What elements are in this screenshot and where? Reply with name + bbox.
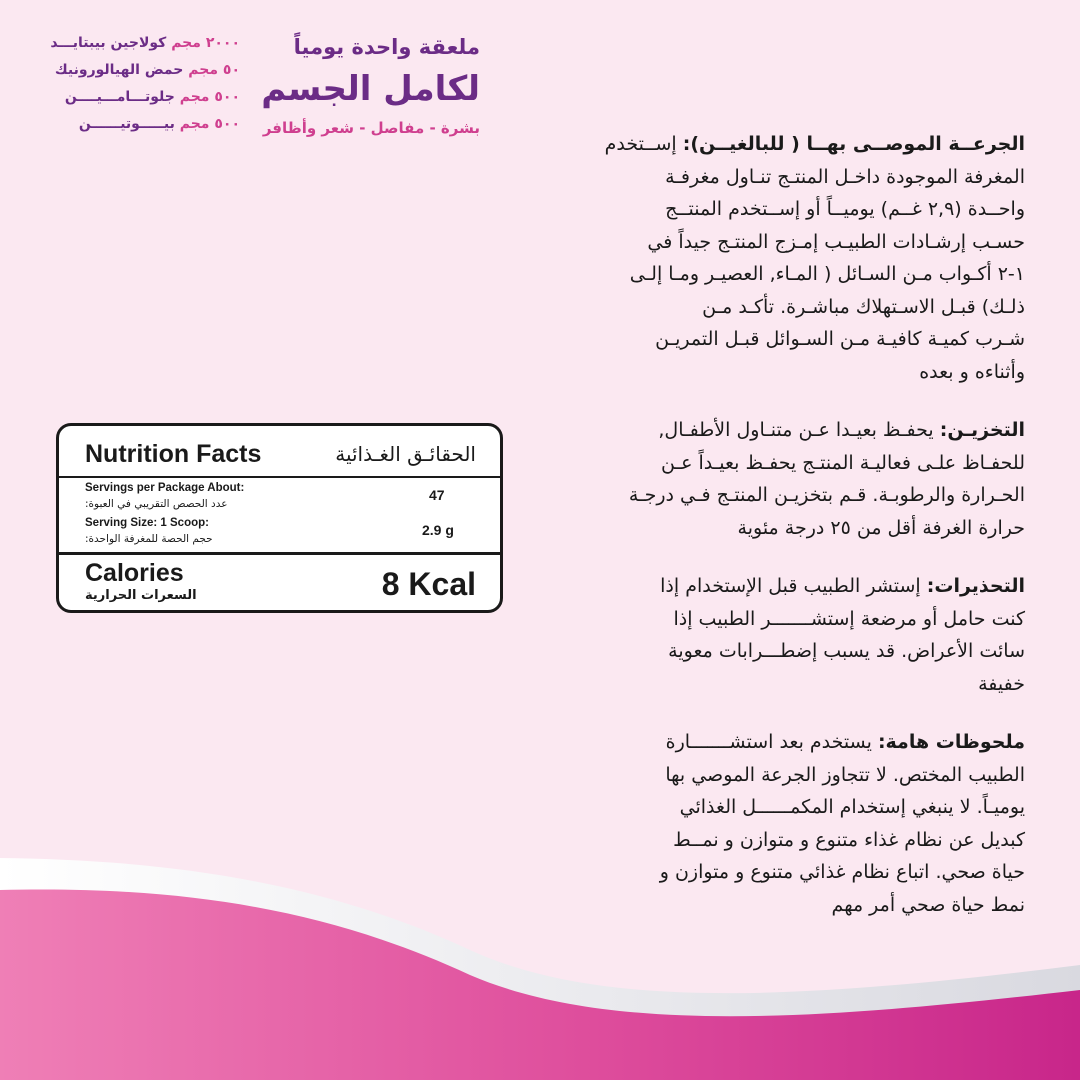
dosage-line: ذلـك) قبـل الاسـتهلاك مباشـرة. تأكـد مـن (702, 295, 1025, 318)
headline-line-1: ملعقة واحدة يومياً (293, 35, 480, 59)
storage-line: الحـرارة والرطوبـة. قـم بتخزيـن المنتـج فـي درجـة (628, 484, 1025, 506)
warnings-section (555, 570, 1025, 700)
storage-line: حرارة الغرفة أقل من ٢٥ درجة مئوية (737, 516, 1025, 539)
servings-label-ar: عدد الحصص التقريبي في العبوة: (85, 498, 228, 510)
ingredients-list (30, 30, 240, 138)
dosage-line: إســتخدم (604, 133, 677, 155)
storage-line: يحفـظ بعيـدا عـن متنـاول الأطفـال, (658, 419, 934, 441)
divider (59, 476, 500, 478)
notes-line: يوميـاً. لا ينبغي إستخدام المكمــــــل الغذائي (679, 796, 1025, 818)
warnings-line: سائت الأعراض. قد يسبب إضطـــرابات معوية (668, 640, 1025, 662)
instructions-column (555, 128, 1025, 921)
ingredient-name: بيـــــوتيــــــن (78, 116, 175, 132)
nutrition-facts-panel (56, 423, 503, 613)
dosage-line: المغرفة الموجودة داخـل المنتـج تنـاول مغرفـة (665, 165, 1025, 188)
servings-value: 47 (429, 487, 445, 503)
notes-line: حياة صحي. اتباع نظام غذائي متنوع و متوازن و (659, 861, 1025, 883)
storage-section (555, 414, 1025, 544)
headline-line-3: بشرة - مفاصل - شعر وأظافر (262, 119, 480, 137)
notes-line: يستخدم بعد استشـــــــارة (665, 731, 872, 753)
headline (250, 30, 480, 142)
ingredient-row (30, 111, 240, 138)
ingredient-row (30, 57, 240, 84)
serving-size-label-en: Serving Size: 1 Scoop: (85, 517, 209, 529)
ingredient-row (30, 84, 240, 111)
ingredient-row (30, 30, 240, 57)
dosage-line: شـرب كميـة كافيـة مـن السـوائل قبـل التمريـن (655, 328, 1025, 350)
serving-size-value: 2.9 g (422, 522, 454, 538)
dosage-line: ١-٢ أكـواب مـن السـائل ( المـاء, العصيـر ومـا إلـى (629, 263, 1025, 285)
warnings-line: خفيفة (978, 672, 1025, 695)
ingredient-name: حمض الهيالورونيك (54, 62, 184, 78)
notes-section (555, 726, 1025, 921)
nutrition-title-ar: الحقائـق الغـذائية (335, 442, 476, 466)
dosage-line: حسـب إرشـادات الطبيـب إمـزج المنتـج جيداً في (647, 230, 1025, 253)
dosage-label: الجرعــة الموصــى بهــا ( للبالغيــن): (682, 133, 1025, 155)
ingredient-name: جلوتـــامـــيــــن (64, 89, 175, 105)
notes-line: الطبيب المختص. لا تتجاوز الجرعة الموصي بها (665, 763, 1025, 786)
warnings-label: التحذيرات: (926, 575, 1025, 597)
notes-line: كبديل عن نظام غذاء متنوع و متوازن و نمــط (673, 828, 1025, 851)
ingredient-qty: ٥٠ مجم (188, 62, 240, 78)
notes-line: نمط حياة صحي أمر مهم (831, 893, 1025, 916)
warnings-line: كنت حامل أو مرضعة إستشـــــــر الطبيب إذا (673, 607, 1025, 630)
storage-label: التخزيـن: (939, 419, 1025, 441)
warnings-line: إستشر الطبيب قبل الإستخدام إذا (660, 575, 921, 597)
calories-label-en: Calories (85, 559, 184, 587)
ingredient-qty: ٢٠٠٠ مجم (171, 35, 240, 51)
nutrition-title-en: Nutrition Facts (85, 440, 262, 468)
dosage-line: واحــدة (٢,٩ غــم) يوميــاً أو إســتخدم المنتــج (665, 198, 1025, 220)
calories-label-ar: السعرات الحرارية (85, 588, 197, 603)
dosage-line: وأثناءه و بعده (919, 360, 1025, 383)
headline-line-2: لكامل الجسم (261, 69, 480, 109)
ingredient-qty: ٥٠٠ مجم (179, 116, 240, 132)
dosage-section (555, 128, 1025, 388)
calories-value: 8 Kcal (381, 566, 476, 602)
ingredient-qty: ٥٠٠ مجم (179, 89, 240, 105)
storage-line: للحفـاظ علـى فعاليـة المنتـج يحفـظ بعيـداً عـن (661, 451, 1025, 474)
ingredient-name: كولاجين بيبتايـــد (50, 35, 167, 51)
serving-size-label-ar: حجم الحصة للمغرفة الواحدة: (85, 533, 213, 545)
divider (59, 552, 500, 555)
notes-label: ملحوظات هامة: (877, 731, 1025, 753)
servings-label-en: Servings per Package About: (85, 482, 245, 494)
